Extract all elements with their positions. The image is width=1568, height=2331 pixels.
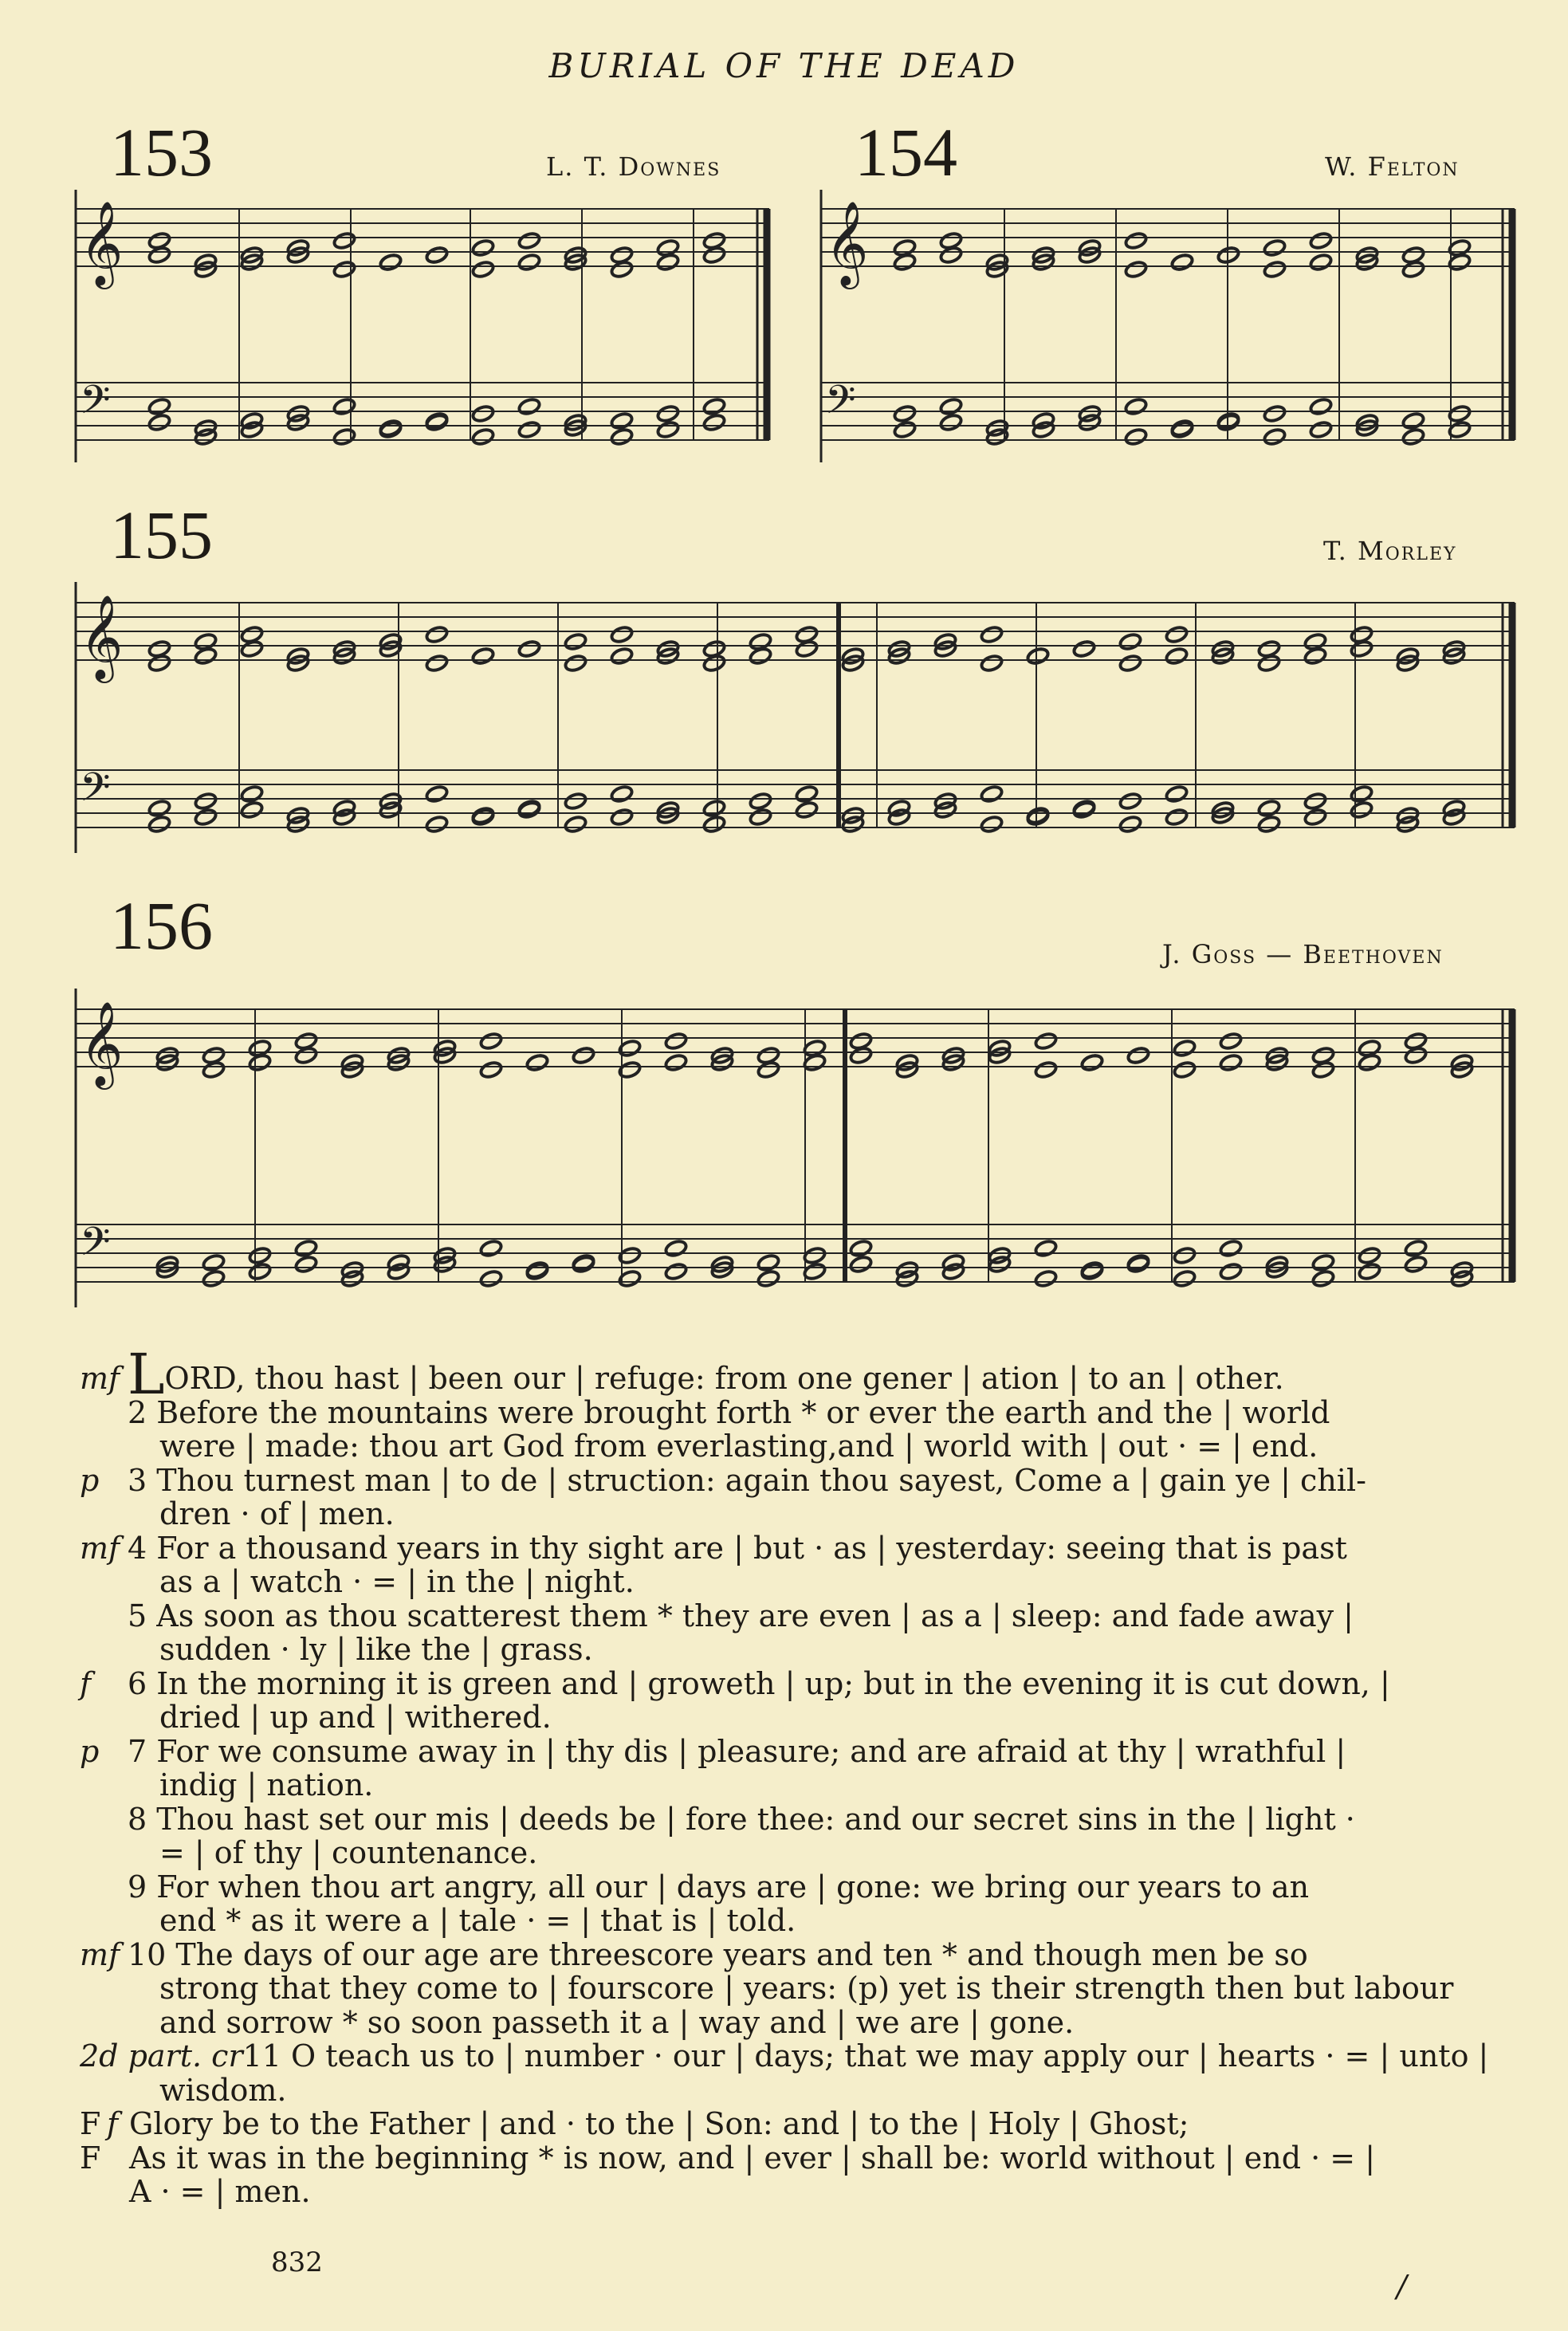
note-head xyxy=(1311,1269,1335,1288)
note-head xyxy=(194,792,218,811)
note-head xyxy=(425,815,449,834)
note-head xyxy=(479,1269,503,1288)
note-head xyxy=(1350,800,1373,820)
note-head xyxy=(795,800,819,820)
note-head xyxy=(517,253,541,272)
verse-line xyxy=(80,1464,1539,1498)
note-head xyxy=(471,238,495,257)
note-head xyxy=(841,815,865,834)
gloria-label: F xyxy=(80,2140,101,2176)
note-head xyxy=(564,632,588,651)
note-head xyxy=(332,808,356,827)
note-head xyxy=(610,411,634,430)
note-head xyxy=(749,647,772,666)
note-head xyxy=(1401,260,1425,279)
note-head xyxy=(240,420,264,439)
note-head xyxy=(893,253,917,272)
note-head xyxy=(1170,420,1194,439)
note-head xyxy=(1173,1246,1197,1265)
tune-number-153: 153 xyxy=(110,114,213,191)
composer-153: L. T. Downes xyxy=(546,151,721,182)
note-head xyxy=(379,420,403,439)
note-head xyxy=(610,647,634,666)
note-head xyxy=(1219,1053,1243,1072)
note-head xyxy=(517,420,541,439)
bass-clef-icon: 𝄢 xyxy=(80,1219,111,1275)
gloria-text: Glory be to the Father | and · to the | Son: and | to the | Holy | Ghost; xyxy=(129,2106,1189,2141)
verse-text: dren · of | men. xyxy=(159,1496,395,1531)
note-head xyxy=(194,647,218,666)
note-head xyxy=(294,1046,318,1065)
note-head xyxy=(1126,1255,1150,1274)
note-head xyxy=(702,246,726,265)
note-head xyxy=(939,246,963,265)
note-head xyxy=(749,808,772,827)
note-head xyxy=(471,808,495,827)
dynamic-mark: f xyxy=(107,2106,119,2141)
verse-text: wisdom. xyxy=(159,2072,287,2108)
note-head xyxy=(1309,253,1333,272)
tune-156-bass-staff xyxy=(76,1224,1515,1282)
note-head xyxy=(803,1246,827,1265)
note-head xyxy=(756,1269,780,1288)
note-head xyxy=(610,784,634,804)
note-head xyxy=(1404,1255,1428,1274)
verse-line xyxy=(80,1971,1539,2006)
note-head xyxy=(425,784,449,804)
note-head xyxy=(795,784,819,804)
note-head xyxy=(656,420,680,439)
verse-line xyxy=(80,1802,1539,1837)
note-head xyxy=(1026,647,1050,666)
note-head xyxy=(702,799,726,818)
note-head xyxy=(147,397,171,416)
note-head xyxy=(379,253,403,272)
note-head xyxy=(664,1053,688,1072)
note-head xyxy=(202,1269,226,1288)
note-head xyxy=(1165,808,1189,827)
note-head xyxy=(1173,1269,1197,1288)
note-head xyxy=(564,815,588,834)
note-head xyxy=(988,1255,1012,1274)
dynamic-mark: 2d part. cr xyxy=(80,2038,243,2074)
note-head xyxy=(572,1255,595,1274)
note-head xyxy=(887,808,911,827)
note-head xyxy=(425,654,449,673)
bass-clef-icon: 𝄢 xyxy=(825,377,856,433)
note-head xyxy=(893,404,917,423)
dynamic-mark: mf xyxy=(80,1361,120,1396)
note-head xyxy=(202,1253,226,1272)
note-head xyxy=(1080,1262,1104,1281)
note-head xyxy=(939,413,963,432)
note-head xyxy=(656,404,680,423)
note-head xyxy=(525,1262,549,1281)
note-head xyxy=(1263,260,1287,279)
note-head xyxy=(1257,815,1281,834)
note-head xyxy=(1080,1053,1104,1072)
note-head xyxy=(610,260,634,279)
verse-line xyxy=(80,1599,1539,1633)
note-head xyxy=(1401,427,1425,446)
note-head xyxy=(1358,1053,1381,1072)
page-number: 832 xyxy=(271,2246,323,2278)
note-head xyxy=(479,1060,503,1079)
note-head xyxy=(849,1255,873,1274)
verse-text: 8 Thou hast set our mis | deeds be | fore thee: and our secret sins in the | light · xyxy=(128,1801,1355,1837)
note-head xyxy=(664,1032,688,1051)
verse-text: 3 Thou turnest man | to de | struction: again thou sayest, Come a | gain ye | chil- xyxy=(128,1462,1366,1498)
note-head xyxy=(1118,632,1142,651)
note-head xyxy=(980,784,1004,804)
verse-line xyxy=(80,2039,1539,2074)
verse-text: 2 Before the mountains were brought forth * or ever the earth and the | world xyxy=(128,1394,1330,1430)
note-head xyxy=(610,808,634,827)
note-head xyxy=(1173,1039,1197,1058)
note-head xyxy=(564,654,588,673)
verse-line xyxy=(80,1497,1539,1531)
note-head xyxy=(1263,238,1287,257)
note-head xyxy=(1219,1239,1243,1258)
note-head xyxy=(1358,1246,1381,1265)
note-head xyxy=(433,1255,457,1274)
gloria-line xyxy=(80,2175,1539,2209)
stray-mark: / xyxy=(1397,2269,1407,2304)
note-head xyxy=(147,799,171,818)
note-head xyxy=(240,639,264,658)
composer-154: W. Felton xyxy=(1325,151,1460,182)
note-head xyxy=(1219,1032,1243,1051)
verse-line xyxy=(80,1768,1539,1802)
note-head xyxy=(939,397,963,416)
verse-text: 7 For we consume away in | thy dis | pleasure; and are afraid at thy | wrathful | xyxy=(128,1733,1346,1769)
note-head xyxy=(147,246,171,265)
note-head xyxy=(517,800,541,820)
note-head xyxy=(1165,625,1189,644)
treble-clef-icon: 𝄞 xyxy=(80,200,124,285)
verse-line xyxy=(80,1429,1539,1464)
note-head xyxy=(849,1239,873,1258)
verse-text: sudden · ly | like the | grass. xyxy=(159,1632,593,1667)
note-head xyxy=(248,1246,272,1265)
note-head xyxy=(1219,1262,1243,1281)
note-head xyxy=(1358,1262,1381,1281)
note-head xyxy=(1034,1060,1058,1079)
verse-line xyxy=(80,1836,1539,1870)
note-head xyxy=(1165,647,1189,666)
treble-clef-icon: 𝄞 xyxy=(80,1000,124,1086)
note-head xyxy=(980,815,1004,834)
note-head xyxy=(1309,397,1333,416)
note-head xyxy=(1034,1239,1058,1258)
note-head xyxy=(1118,792,1142,811)
verse-text: 10 The days of our age are threescore years and ten * and though men be so xyxy=(128,1936,1308,1972)
note-head xyxy=(471,404,495,423)
note-head xyxy=(893,420,917,439)
note-head xyxy=(294,1239,318,1258)
note-head xyxy=(147,815,171,834)
gloria-label: F xyxy=(80,2106,101,2141)
running-head: BURIAL OF THE DEAD xyxy=(548,46,1020,85)
verse-text: were | made: thou art God from everlasting,and | world with | out · = | end. xyxy=(159,1429,1318,1464)
note-head xyxy=(1404,1046,1428,1065)
note-head xyxy=(1026,808,1050,827)
note-head xyxy=(795,639,819,658)
note-head xyxy=(1303,647,1327,666)
verse-text: 4 For a thousand years in thy sight are | but · as | yesterday: seeing that is past xyxy=(128,1530,1347,1566)
tune-number-156: 156 xyxy=(110,887,213,964)
verse-text: 5 As soon as thou scatterest them * they are even | as a | sleep: and fade away | xyxy=(128,1598,1354,1633)
verse-text: 6 In the morning it is green and | groweth | up; but in the evening it is cut down, | xyxy=(128,1665,1390,1701)
note-head xyxy=(702,413,726,432)
note-head xyxy=(286,413,310,432)
verse-line xyxy=(80,1667,1539,1701)
note-head xyxy=(849,1046,873,1065)
note-head xyxy=(1118,654,1142,673)
treble-clef-icon: 𝄞 xyxy=(80,594,124,679)
note-head xyxy=(1034,1269,1058,1288)
verse-text: and sorrow * so soon passeth it a | way and | we are | gone. xyxy=(159,2004,1075,2040)
note-head xyxy=(240,784,264,804)
note-head xyxy=(1118,815,1142,834)
note-head xyxy=(240,800,264,820)
gloria-text: A · = | men. xyxy=(129,2174,311,2209)
note-head xyxy=(194,808,218,827)
note-head xyxy=(1032,420,1055,439)
verse-text: = | of thy | countenance. xyxy=(159,1835,538,1870)
note-head xyxy=(479,1032,503,1051)
note-head xyxy=(425,413,449,432)
note-head xyxy=(1309,231,1333,250)
note-head xyxy=(425,625,449,644)
verse-line xyxy=(80,1531,1539,1566)
dynamic-mark: mf xyxy=(80,1936,120,1972)
verse-text: as a | watch · = | in the | night. xyxy=(159,1564,635,1599)
verse-line xyxy=(80,1700,1539,1735)
tune-153-bass-staff xyxy=(76,383,769,440)
note-head xyxy=(933,800,957,820)
dynamic-mark: p xyxy=(80,1462,100,1498)
note-head xyxy=(1124,397,1148,416)
verse-text: 9 For when thou art angry, all our | days are | gone: we bring our years to an xyxy=(128,1869,1310,1905)
note-head xyxy=(702,815,726,834)
note-head xyxy=(1309,420,1333,439)
note-head xyxy=(332,397,356,416)
note-head xyxy=(1072,639,1096,658)
note-head xyxy=(248,1262,272,1281)
verse-line xyxy=(80,2006,1539,2040)
treble-clef-icon: 𝄞 xyxy=(825,200,869,285)
verse-line xyxy=(80,1396,1539,1430)
note-head xyxy=(1350,784,1373,804)
note-head xyxy=(332,260,356,279)
verse-line xyxy=(80,1633,1539,1667)
note-head xyxy=(425,246,449,265)
note-head xyxy=(517,397,541,416)
note-head xyxy=(294,1255,318,1274)
note-head xyxy=(702,397,726,416)
note-head xyxy=(1078,413,1102,432)
note-head xyxy=(248,1053,272,1072)
note-head xyxy=(525,1053,549,1072)
note-head xyxy=(1450,1269,1474,1288)
bass-clef-icon: 𝄢 xyxy=(80,765,111,820)
note-head xyxy=(803,1053,827,1072)
verse-text: 11 O teach us to | number · our | days; that we may apply our | hearts · = | unto | xyxy=(242,2038,1489,2074)
tune-number-154: 154 xyxy=(855,114,957,191)
verse-text: ORD, thou hast | been our | refuge: from one gener | ation | to an | other. xyxy=(164,1361,1284,1396)
note-head xyxy=(1165,784,1189,804)
note-head xyxy=(664,1239,688,1258)
note-head xyxy=(1311,1253,1335,1272)
tune-number-155: 155 xyxy=(110,497,213,573)
verse-line xyxy=(80,1938,1539,1972)
note-head xyxy=(980,654,1004,673)
note-head xyxy=(756,1060,780,1079)
dynamic-mark: f xyxy=(80,1665,92,1701)
verse-text: end * as it were a | tale · = | that is | told. xyxy=(159,1903,796,1938)
tune-154-treble-staff xyxy=(821,209,1515,266)
note-head xyxy=(1404,1239,1428,1258)
note-head xyxy=(1263,427,1287,446)
note-head xyxy=(985,427,1009,446)
note-head xyxy=(471,427,495,446)
verse-text: strong that they come to | fourscore | years: (p) yet is their strength then but labour xyxy=(159,1971,1454,2006)
dynamic-mark: mf xyxy=(80,1530,120,1566)
gloria-text: As it was in the beginning * is now, and | ever | shall be: world without | end · = | xyxy=(129,2140,1375,2176)
note-head xyxy=(572,1046,595,1065)
note-head xyxy=(656,253,680,272)
note-head xyxy=(1173,1060,1197,1079)
note-head xyxy=(471,260,495,279)
verse-line xyxy=(80,1870,1539,1905)
verse-line xyxy=(80,1565,1539,1599)
note-head xyxy=(1072,800,1096,820)
verse-text: indig | nation. xyxy=(159,1767,374,1802)
composer-156: J. Goss — Beethoven xyxy=(1162,939,1444,969)
note-head xyxy=(332,427,356,446)
note-head xyxy=(479,1239,503,1258)
note-head xyxy=(147,654,171,673)
note-head xyxy=(803,1262,827,1281)
note-head xyxy=(286,815,310,834)
note-head xyxy=(1303,792,1327,811)
note-head xyxy=(1311,1060,1335,1079)
chant-text xyxy=(80,1342,1539,2209)
note-head xyxy=(1257,799,1281,818)
note-head xyxy=(517,231,541,250)
note-head xyxy=(1126,1046,1150,1065)
note-head xyxy=(702,654,726,673)
note-head xyxy=(1257,654,1281,673)
note-head xyxy=(1034,1032,1058,1051)
note-head xyxy=(1303,808,1327,827)
note-head xyxy=(1350,639,1373,658)
note-head xyxy=(756,1253,780,1272)
note-head xyxy=(1170,253,1194,272)
note-head xyxy=(749,792,772,811)
composer-155: T. Morley xyxy=(1323,536,1457,566)
note-head xyxy=(1124,260,1148,279)
dynamic-mark: p xyxy=(80,1733,100,1769)
note-head xyxy=(941,1262,965,1281)
note-head xyxy=(471,647,495,666)
bass-clef-icon: 𝄢 xyxy=(80,377,111,433)
tune-156-treble-staff xyxy=(76,1009,1515,1067)
verse-text: dried | up and | withered. xyxy=(159,1700,552,1735)
note-head xyxy=(1124,231,1148,250)
note-head xyxy=(1396,815,1420,834)
verse-line xyxy=(80,2074,1539,2108)
note-head xyxy=(202,1060,226,1079)
note-head xyxy=(340,1269,364,1288)
gloria-line xyxy=(80,2107,1539,2141)
note-head xyxy=(1124,427,1148,446)
note-head xyxy=(147,413,171,432)
note-head xyxy=(194,427,218,446)
note-head xyxy=(1263,404,1287,423)
note-head xyxy=(332,231,356,250)
note-head xyxy=(517,639,541,658)
note-head xyxy=(1401,411,1425,430)
note-head xyxy=(564,792,588,811)
verse-line xyxy=(80,1904,1539,1938)
note-head xyxy=(387,1262,411,1281)
note-head xyxy=(664,1262,688,1281)
verse-1 xyxy=(80,1342,1539,1407)
verse-line xyxy=(80,1735,1539,1769)
note-head xyxy=(980,625,1004,644)
gloria-line xyxy=(80,2141,1539,2176)
note-head xyxy=(610,427,634,446)
drop-cap: L xyxy=(128,1342,165,1407)
note-head xyxy=(1442,808,1466,827)
note-head xyxy=(895,1269,919,1288)
note-head xyxy=(610,625,634,644)
